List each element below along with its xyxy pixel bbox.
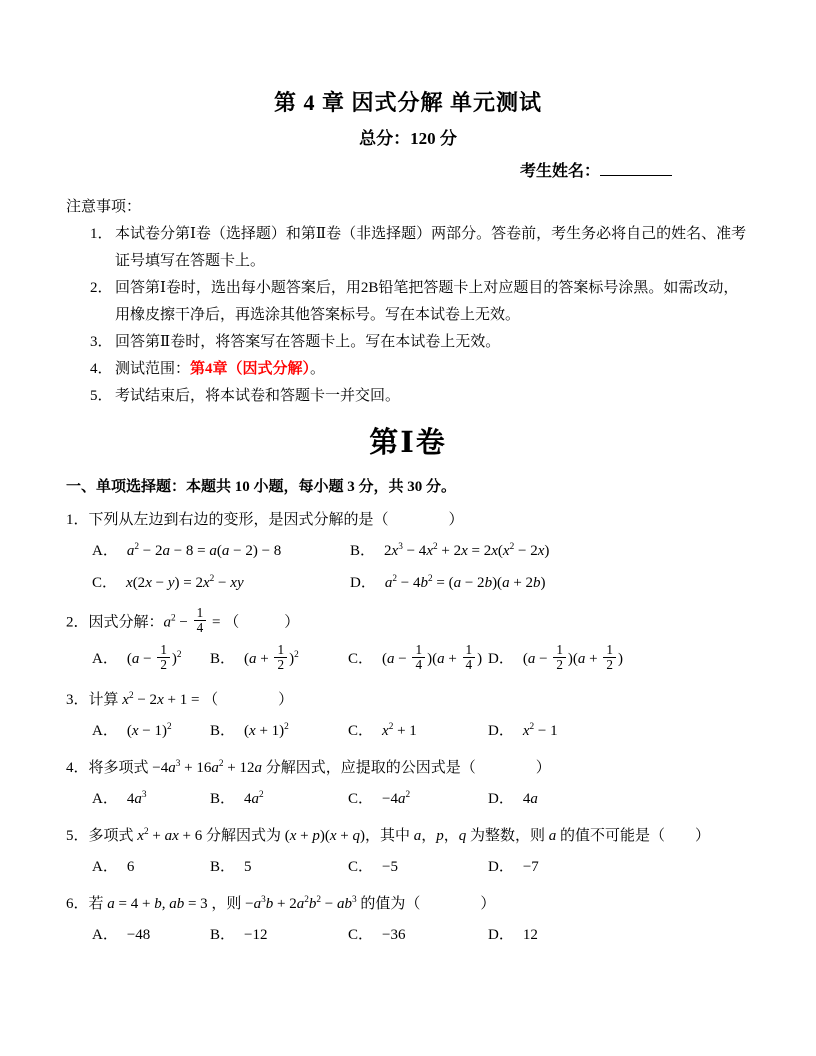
question-4 [66, 756, 750, 811]
total-score: 总分：120 分 [359, 129, 457, 148]
question-3-stem: 3．计算 $x^2 - 2x + 1$ = （ ） [66, 691, 294, 709]
question-1-option-d [350, 571, 750, 595]
option-formula: 4a [522, 791, 538, 808]
question-6-options [66, 923, 750, 947]
option-formula: −12 [244, 927, 268, 944]
examinee-name-blank [600, 161, 672, 176]
option-formula: $4a^3$ [126, 790, 147, 808]
examinee-name-label: 考生姓名： [519, 163, 600, 180]
question-3-options [66, 719, 750, 743]
option-formula: 12 [522, 927, 538, 944]
notice-item-3-text: 回答第Ⅱ卷时，将答案写在答题卡上。写在本试卷上无效。 [115, 334, 501, 350]
question-3-option-c [348, 719, 488, 743]
notice-item-1-number: 1． [90, 226, 113, 242]
question-3 [66, 688, 750, 743]
option-label: A． [92, 791, 118, 808]
question-1-options-row-2 [66, 571, 750, 595]
notice-item-4-test-scope-highlight: 第4章（因式分解） [190, 361, 311, 377]
option-formula: $a^2 - 2a - 8 = a(a - 2) - 8$ [126, 542, 282, 559]
notice-item-1-text: 本试卷分第Ⅰ卷（选择题）和第Ⅱ卷（非选择题）两部分。答卷前，考生务必将自己的姓名、准考证号填写在答题卡上。 [115, 226, 747, 269]
option-label: B． [350, 543, 376, 559]
option-label: B． [210, 723, 236, 740]
notice-item-3-number: 3． [90, 334, 113, 350]
question-5-stem: 5．多项式 $x^2$ + ax + 6 分解因式为 (x + p)(x + q)，其中 a，p，q 为整数，则 a 的值不可能是（ ） [66, 827, 711, 845]
question-6-option-d [488, 923, 750, 947]
question-2-option-b [210, 642, 348, 675]
option-label: C． [348, 791, 374, 808]
option-formula: $4a^2$ [244, 790, 264, 808]
notice-item-1 [90, 221, 750, 275]
examinee-name-row [66, 158, 750, 181]
question-2-option-c [348, 642, 488, 675]
option-label: C． [348, 859, 374, 876]
notice-item-4 [90, 356, 750, 383]
option-formula: (a − $\frac{1}{2}$ )$^2$ [126, 642, 182, 673]
option-formula: (a − $\frac{1}{4}$ )(a + $\frac{1}{4}$ ) [382, 642, 483, 673]
option-formula: −48 [126, 927, 151, 944]
notice-item-3 [90, 329, 750, 356]
question-4-options [66, 787, 750, 811]
option-label: B． [210, 791, 236, 808]
question-2-stem: 2．因式分解：$a^2$ − $\frac{1}{4}$ = （ ） [66, 605, 300, 636]
option-formula: $x(2x - y) = 2x^2$ − xy [126, 574, 244, 591]
question-5-option-c [348, 855, 488, 879]
option-label: D． [488, 859, 514, 876]
question-2-option-d [488, 642, 750, 675]
notices-heading: 注意事项： [66, 199, 142, 215]
option-formula: $x^2 - 1$ [522, 722, 558, 740]
paper-title: 第 4 章 因式分解 单元测试 [273, 90, 542, 115]
option-formula: 5 [244, 859, 252, 876]
option-label: D． [488, 651, 514, 668]
part1-heading: 第Ⅰ卷 [369, 427, 447, 459]
option-formula: (a + $\frac{1}{2}$ )$^2$ [244, 642, 299, 673]
option-formula: −5 [382, 859, 398, 876]
question-6-option-b [210, 923, 348, 947]
question-1-options-row-1 [66, 539, 750, 563]
question-5-option-a [92, 855, 210, 879]
option-label: C． [348, 723, 374, 740]
question-3-option-b [210, 719, 348, 743]
option-label: C． [348, 651, 374, 668]
option-label: A． [92, 543, 118, 559]
notice-item-2-number: 2． [90, 280, 113, 296]
question-4-option-a [92, 787, 210, 811]
option-label: D． [350, 575, 376, 591]
option-formula: $(x - 1)^2$ [126, 722, 172, 740]
option-label: A． [92, 859, 118, 876]
option-label: B． [210, 651, 236, 668]
notice-item-4-number: 4． [90, 361, 113, 377]
question-6-option-c [348, 923, 488, 947]
notice-item-5-text: 考试结束后，将本试卷和答题卡一并交回。 [115, 388, 401, 404]
option-label: D． [488, 927, 514, 944]
notice-item-5 [90, 383, 750, 410]
notice-item-2 [90, 275, 750, 329]
option-formula: $2x^3 - 4x^2 + 2x = 2x(x^2 - 2x)$ [384, 542, 550, 559]
option-label: A． [92, 723, 118, 740]
option-label: B． [210, 927, 236, 944]
question-3-option-a [92, 719, 210, 743]
notice-item-2-text: 回答第Ⅰ卷时，选出每小题答案后，用2B铅笔把答题卡上对应题目的答案标号涂黑。如需改动，用橡皮擦干净后，再选涂其他答案标号。写在本试卷上无效。 [115, 280, 739, 323]
question-1-stem: 1．下列从左边到右边的变形，是因式分解的是（ ） [66, 512, 464, 528]
option-label: A． [92, 651, 118, 668]
question-2-options [66, 642, 750, 675]
question-4-option-d [488, 787, 750, 811]
question-5-options [66, 855, 750, 879]
option-formula: (a − $\frac{1}{2}$ )(a + $\frac{1}{2}$ ) [522, 642, 623, 673]
option-formula: 6 [126, 859, 135, 876]
notice-item-4-period: 。 [310, 361, 326, 377]
option-formula: $-4a^2$ [382, 790, 411, 808]
option-label: D． [488, 791, 514, 808]
option-label: C． [348, 927, 374, 944]
question-1-option-b [350, 539, 750, 563]
section1-title: 一、单项选择题：本题共 10 小题，每小题 3 分，共 30 分。 [66, 479, 457, 495]
option-label: C． [92, 575, 118, 591]
question-5-option-b [210, 855, 348, 879]
option-formula: $(x + 1)^2$ [244, 722, 289, 740]
question-5-option-d [488, 855, 750, 879]
option-formula: $a^2 - 4b^2 = (a - 2b)(a + 2b)$ [384, 574, 546, 591]
question-2 [66, 605, 750, 675]
notice-item-5-number: 5． [90, 388, 113, 404]
question-4-option-c [348, 787, 488, 811]
option-formula: $x^2 + 1$ [382, 722, 417, 740]
notice-item-4-text: 测试范围： [115, 361, 191, 377]
question-2-option-a [92, 642, 210, 675]
option-label: D． [488, 723, 514, 740]
question-1 [66, 508, 750, 595]
option-label: B． [210, 859, 236, 876]
question-6 [66, 892, 750, 947]
question-1-option-a [92, 539, 350, 563]
option-label: A． [92, 927, 118, 944]
question-1-option-c [92, 571, 350, 595]
question-6-option-a [92, 923, 210, 947]
question-3-option-d [488, 719, 750, 743]
option-formula: −36 [382, 927, 406, 944]
question-5 [66, 824, 750, 879]
question-4-stem: 4．将多项式 $-4a^3 + 16a^2 + 12a$ 分解因式，应提取的公因式是（ ） [66, 759, 551, 777]
question-4-option-b [210, 787, 348, 811]
question-6-stem: 6．若 a = 4 + b, ab = 3 ，则 $-a^3b + 2a^2b^2 - ab^3$ 的值为（ ） [66, 895, 496, 913]
notices-block [66, 194, 750, 410]
option-formula: −7 [522, 859, 539, 876]
